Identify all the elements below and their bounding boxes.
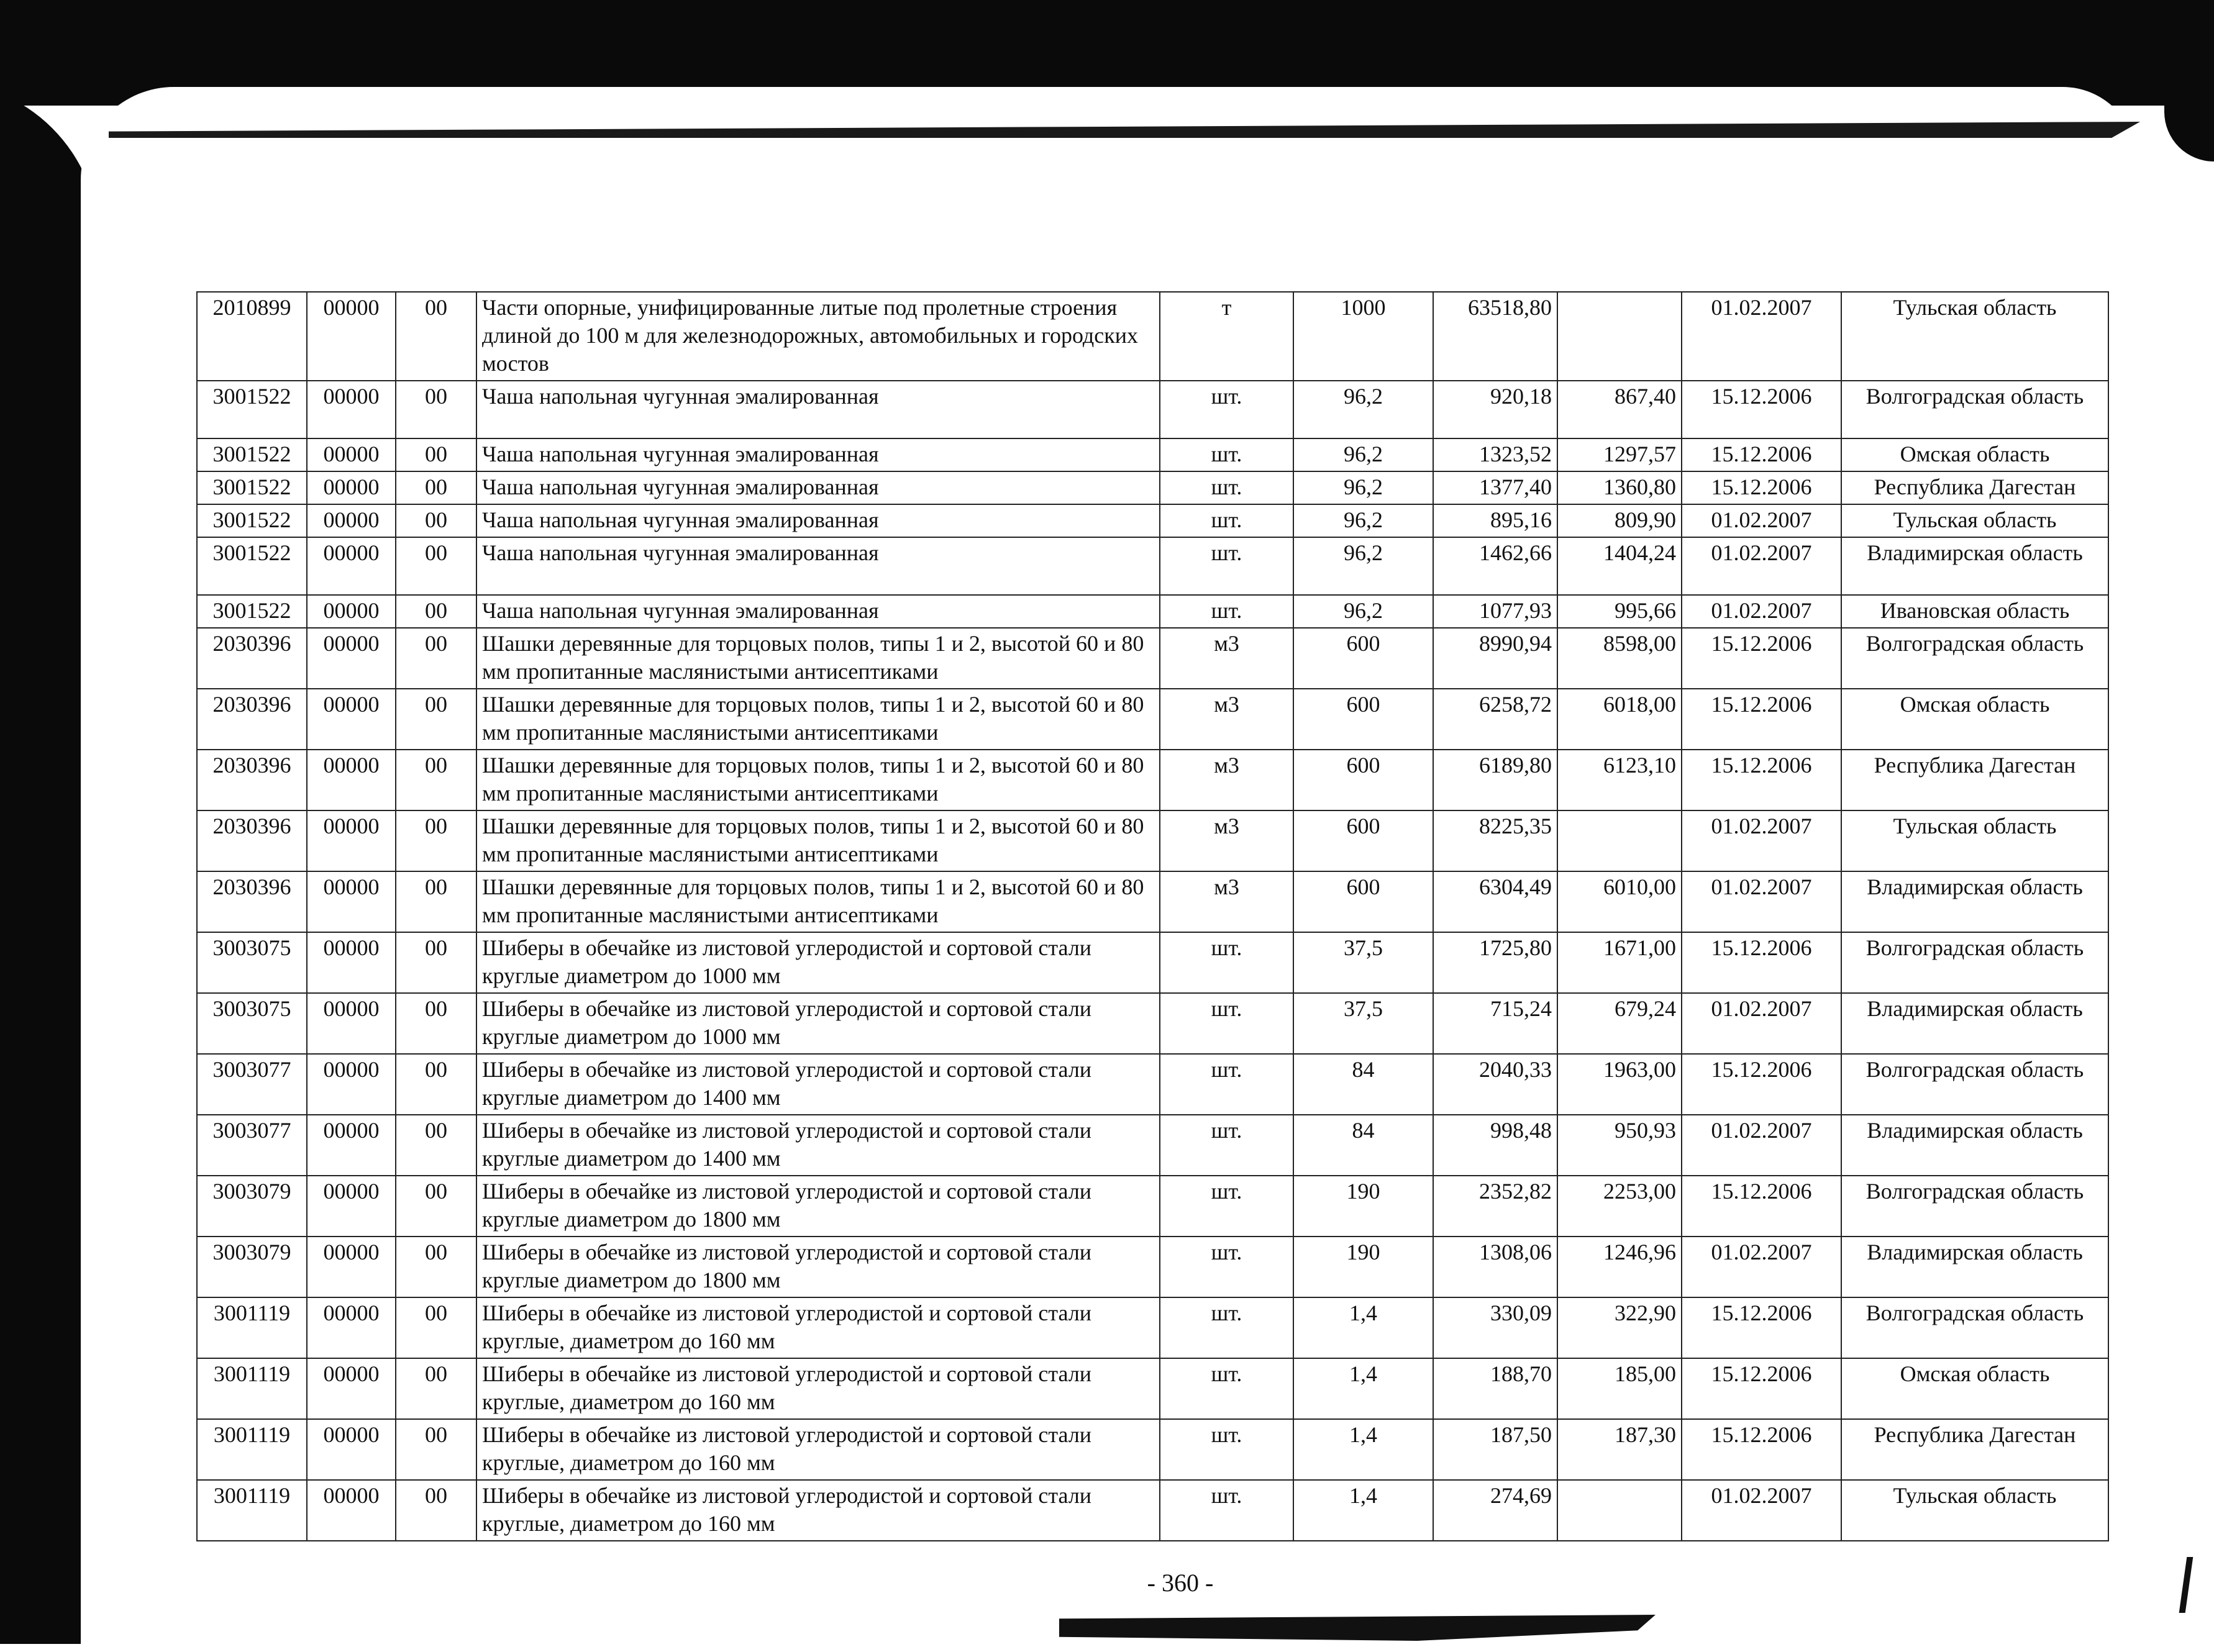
row-subcode: 00000 xyxy=(307,993,396,1054)
row-price-2: 322,90 xyxy=(1557,1297,1682,1358)
row-region: Тульская область xyxy=(1841,292,2108,381)
row-name: Шиберы в обечайке из листовой углеродистой и сортовой стали круглые, диаметром до 160 мм xyxy=(476,1297,1160,1358)
row-subcode: 00000 xyxy=(307,1480,396,1541)
row-region: Тульская область xyxy=(1841,504,2108,537)
row-price-2 xyxy=(1557,292,1682,381)
row-code: 2030396 xyxy=(197,689,307,750)
row-price-2: 995,66 xyxy=(1557,595,1682,628)
table-row xyxy=(197,1480,2108,1541)
row-code: 3001522 xyxy=(197,537,307,595)
row-name: Чаша напольная чугунная эмалированная xyxy=(476,537,1160,595)
row-price-2: 1360,80 xyxy=(1557,471,1682,504)
row-date: 01.02.2007 xyxy=(1682,595,1841,628)
row-price-2: 950,93 xyxy=(1557,1115,1682,1176)
row-quantity: 1000 xyxy=(1293,292,1433,381)
table-row xyxy=(197,1115,2108,1176)
row-price-2: 1246,96 xyxy=(1557,1237,1682,1297)
row-code: 2030396 xyxy=(197,750,307,810)
row-unit: м3 xyxy=(1160,871,1293,932)
row-code: 2030396 xyxy=(197,628,307,689)
row-name: Шиберы в обечайке из листовой углеродистой и сортовой стали круглые диаметром до 1000 мм xyxy=(476,932,1160,993)
row-date: 15.12.2006 xyxy=(1682,381,1841,438)
table-row xyxy=(197,595,2108,628)
row-code: 3001119 xyxy=(197,1419,307,1480)
row-kind: 00 xyxy=(396,810,476,871)
row-date: 15.12.2006 xyxy=(1682,628,1841,689)
row-price-1: 1308,06 xyxy=(1433,1237,1557,1297)
row-date: 01.02.2007 xyxy=(1682,993,1841,1054)
table-row xyxy=(197,504,2108,537)
row-unit: м3 xyxy=(1160,810,1293,871)
row-subcode: 00000 xyxy=(307,1054,396,1115)
row-subcode: 00000 xyxy=(307,438,396,471)
row-kind: 00 xyxy=(396,750,476,810)
row-code: 3001522 xyxy=(197,381,307,438)
row-region: Волгоградская область xyxy=(1841,628,2108,689)
table-row xyxy=(197,871,2108,932)
scan-dark-border-right xyxy=(2158,0,2214,1644)
row-kind: 00 xyxy=(396,689,476,750)
row-kind: 00 xyxy=(396,504,476,537)
row-unit: т xyxy=(1160,292,1293,381)
row-name: Шиберы в обечайке из листовой углеродистой и сортовой стали круглые, диаметром до 160 мм xyxy=(476,1480,1160,1541)
row-subcode: 00000 xyxy=(307,932,396,993)
row-name: Чаша напольная чугунная эмалированная xyxy=(476,471,1160,504)
row-price-1: 1077,93 xyxy=(1433,595,1557,628)
row-price-1: 8225,35 xyxy=(1433,810,1557,871)
row-unit: шт. xyxy=(1160,1176,1293,1237)
row-date: 01.02.2007 xyxy=(1682,504,1841,537)
row-unit: шт. xyxy=(1160,1358,1293,1419)
row-subcode: 00000 xyxy=(307,1419,396,1480)
row-kind: 00 xyxy=(396,471,476,504)
row-kind: 00 xyxy=(396,1358,476,1419)
row-quantity: 37,5 xyxy=(1293,932,1433,993)
row-date: 15.12.2006 xyxy=(1682,1358,1841,1419)
row-region: Ивановская область xyxy=(1841,595,2108,628)
row-price-1: 188,70 xyxy=(1433,1358,1557,1419)
row-unit: шт. xyxy=(1160,438,1293,471)
row-date: 01.02.2007 xyxy=(1682,292,1841,381)
row-unit: шт. xyxy=(1160,381,1293,438)
table-row xyxy=(197,1358,2108,1419)
row-kind: 00 xyxy=(396,1054,476,1115)
row-name: Шиберы в обечайке из листовой углеродистой и сортовой стали круглые, диаметром до 160 мм xyxy=(476,1358,1160,1419)
row-price-2: 6010,00 xyxy=(1557,871,1682,932)
table-row xyxy=(197,381,2108,438)
row-price-2: 867,40 xyxy=(1557,381,1682,438)
row-name: Шиберы в обечайке из листовой углеродистой и сортовой стали круглые диаметром до 1400 мм xyxy=(476,1115,1160,1176)
row-subcode: 00000 xyxy=(307,471,396,504)
row-quantity: 190 xyxy=(1293,1237,1433,1297)
row-quantity: 1,4 xyxy=(1293,1297,1433,1358)
row-price-1: 998,48 xyxy=(1433,1115,1557,1176)
row-price-2 xyxy=(1557,810,1682,871)
row-name: Шашки деревянные для торцовых полов, типы 1 и 2, высотой 60 и 80 мм пропитанные маслянистыми антисептиками xyxy=(476,689,1160,750)
row-unit: м3 xyxy=(1160,689,1293,750)
row-region: Омская область xyxy=(1841,438,2108,471)
table-row xyxy=(197,1419,2108,1480)
row-region: Владимирская область xyxy=(1841,537,2108,595)
row-subcode: 00000 xyxy=(307,1358,396,1419)
row-kind: 00 xyxy=(396,381,476,438)
row-code: 3001119 xyxy=(197,1480,307,1541)
row-price-2: 187,30 xyxy=(1557,1419,1682,1480)
row-unit: шт. xyxy=(1160,1115,1293,1176)
row-quantity: 96,2 xyxy=(1293,537,1433,595)
row-quantity: 84 xyxy=(1293,1054,1433,1115)
row-region: Волгоградская область xyxy=(1841,932,2108,993)
row-region: Тульская область xyxy=(1841,1480,2108,1541)
row-unit: шт. xyxy=(1160,1419,1293,1480)
row-quantity: 96,2 xyxy=(1293,438,1433,471)
row-price-2: 6018,00 xyxy=(1557,689,1682,750)
row-date: 01.02.2007 xyxy=(1682,537,1841,595)
row-date: 01.02.2007 xyxy=(1682,871,1841,932)
row-name: Шашки деревянные для торцовых полов, типы 1 и 2, высотой 60 и 80 мм пропитанные маслянистыми антисептиками xyxy=(476,810,1160,871)
row-code: 3001119 xyxy=(197,1358,307,1419)
row-subcode: 00000 xyxy=(307,1176,396,1237)
row-subcode: 00000 xyxy=(307,292,396,381)
row-price-2: 1963,00 xyxy=(1557,1054,1682,1115)
row-date: 15.12.2006 xyxy=(1682,471,1841,504)
row-price-2: 809,90 xyxy=(1557,504,1682,537)
row-unit: шт. xyxy=(1160,595,1293,628)
table-row xyxy=(197,1237,2108,1297)
row-quantity: 96,2 xyxy=(1293,504,1433,537)
row-unit: м3 xyxy=(1160,750,1293,810)
row-region: Омская область xyxy=(1841,1358,2108,1419)
row-price-2: 6123,10 xyxy=(1557,750,1682,810)
table-row xyxy=(197,1054,2108,1115)
row-price-1: 6189,80 xyxy=(1433,750,1557,810)
page-number: - 360 - xyxy=(1147,1569,1214,1597)
row-price-1: 187,50 xyxy=(1433,1419,1557,1480)
row-date: 01.02.2007 xyxy=(1682,1115,1841,1176)
row-price-2: 2253,00 xyxy=(1557,1176,1682,1237)
row-name: Чаша напольная чугунная эмалированная xyxy=(476,595,1160,628)
table-body xyxy=(197,292,2108,1541)
row-region: Республика Дагестан xyxy=(1841,1419,2108,1480)
row-region: Волгоградская область xyxy=(1841,381,2108,438)
row-kind: 00 xyxy=(396,1115,476,1176)
row-unit: шт. xyxy=(1160,504,1293,537)
row-name: Шиберы в обечайке из листовой углеродистой и сортовой стали круглые диаметром до 1400 мм xyxy=(476,1054,1160,1115)
row-price-1: 715,24 xyxy=(1433,993,1557,1054)
row-price-1: 895,16 xyxy=(1433,504,1557,537)
row-name: Шиберы в обечайке из листовой углеродистой и сортовой стали круглые диаметром до 1800 мм xyxy=(476,1237,1160,1297)
row-unit: шт. xyxy=(1160,1237,1293,1297)
row-name: Чаша напольная чугунная эмалированная xyxy=(476,438,1160,471)
row-date: 15.12.2006 xyxy=(1682,438,1841,471)
row-price-1: 1323,52 xyxy=(1433,438,1557,471)
table-row xyxy=(197,689,2108,750)
row-quantity: 600 xyxy=(1293,810,1433,871)
table-row xyxy=(197,1297,2108,1358)
table-row xyxy=(197,932,2108,993)
row-subcode: 00000 xyxy=(307,1297,396,1358)
row-date: 15.12.2006 xyxy=(1682,1297,1841,1358)
row-quantity: 1,4 xyxy=(1293,1419,1433,1480)
row-quantity: 37,5 xyxy=(1293,993,1433,1054)
row-date: 15.12.2006 xyxy=(1682,750,1841,810)
price-table xyxy=(196,291,2109,1541)
row-kind: 00 xyxy=(396,595,476,628)
row-price-2: 1404,24 xyxy=(1557,537,1682,595)
row-code: 3001522 xyxy=(197,595,307,628)
row-date: 15.12.2006 xyxy=(1682,932,1841,993)
row-unit: м3 xyxy=(1160,628,1293,689)
row-kind: 00 xyxy=(396,1419,476,1480)
table-row xyxy=(197,750,2108,810)
row-name: Части опорные, унифицированные литые под пролетные строения длиной до 100 м для железнодорожных, автомобильных и городских мостов xyxy=(476,292,1160,381)
row-kind: 00 xyxy=(396,1480,476,1541)
row-price-1: 63518,80 xyxy=(1433,292,1557,381)
row-code: 2030396 xyxy=(197,871,307,932)
row-region: Владимирская область xyxy=(1841,993,2108,1054)
row-kind: 00 xyxy=(396,871,476,932)
row-price-2 xyxy=(1557,1480,1682,1541)
row-date: 01.02.2007 xyxy=(1682,810,1841,871)
row-price-1: 6258,72 xyxy=(1433,689,1557,750)
row-price-2: 8598,00 xyxy=(1557,628,1682,689)
row-region: Омская область xyxy=(1841,689,2108,750)
row-price-2: 1297,57 xyxy=(1557,438,1682,471)
row-name: Шашки деревянные для торцовых полов, типы 1 и 2, высотой 60 и 80 мм пропитанные маслянистыми антисептиками xyxy=(476,871,1160,932)
row-kind: 00 xyxy=(396,1176,476,1237)
row-region: Волгоградская область xyxy=(1841,1054,2108,1115)
row-price-1: 330,09 xyxy=(1433,1297,1557,1358)
row-subcode: 00000 xyxy=(307,504,396,537)
row-name: Шашки деревянные для торцовых полов, типы 1 и 2, высотой 60 и 80 мм пропитанные маслянистыми антисептиками xyxy=(476,750,1160,810)
row-quantity: 600 xyxy=(1293,871,1433,932)
row-code: 3003079 xyxy=(197,1237,307,1297)
row-region: Владимирская область xyxy=(1841,871,2108,932)
row-price-1: 2040,33 xyxy=(1433,1054,1557,1115)
row-code: 2030396 xyxy=(197,810,307,871)
row-unit: шт. xyxy=(1160,537,1293,595)
row-code: 3001522 xyxy=(197,438,307,471)
table-row xyxy=(197,292,2108,381)
row-region: Волгоградская область xyxy=(1841,1297,2108,1358)
row-quantity: 96,2 xyxy=(1293,595,1433,628)
row-region: Республика Дагестан xyxy=(1841,471,2108,504)
row-code: 3001522 xyxy=(197,504,307,537)
row-quantity: 96,2 xyxy=(1293,381,1433,438)
table-row xyxy=(197,993,2108,1054)
row-quantity: 600 xyxy=(1293,689,1433,750)
row-kind: 00 xyxy=(396,628,476,689)
row-unit: шт. xyxy=(1160,1054,1293,1115)
row-code: 3003077 xyxy=(197,1054,307,1115)
row-date: 01.02.2007 xyxy=(1682,1480,1841,1541)
row-kind: 00 xyxy=(396,537,476,595)
row-code: 3001119 xyxy=(197,1297,307,1358)
row-price-1: 2352,82 xyxy=(1433,1176,1557,1237)
row-code: 3001522 xyxy=(197,471,307,504)
row-name: Шиберы в обечайке из листовой углеродистой и сортовой стали круглые, диаметром до 160 мм xyxy=(476,1419,1160,1480)
row-quantity: 96,2 xyxy=(1293,471,1433,504)
row-price-1: 1377,40 xyxy=(1433,471,1557,504)
row-unit: шт. xyxy=(1160,1480,1293,1541)
row-subcode: 00000 xyxy=(307,871,396,932)
row-subcode: 00000 xyxy=(307,689,396,750)
row-region: Тульская область xyxy=(1841,810,2108,871)
row-quantity: 1,4 xyxy=(1293,1480,1433,1541)
row-date: 15.12.2006 xyxy=(1682,1419,1841,1480)
table-row xyxy=(197,810,2108,871)
row-region: Волгоградская область xyxy=(1841,1176,2108,1237)
row-date: 15.12.2006 xyxy=(1682,1176,1841,1237)
row-code: 3003075 xyxy=(197,932,307,993)
row-kind: 00 xyxy=(396,1297,476,1358)
row-price-2: 679,24 xyxy=(1557,993,1682,1054)
row-price-1: 1462,66 xyxy=(1433,537,1557,595)
table-row xyxy=(197,628,2108,689)
row-subcode: 00000 xyxy=(307,1115,396,1176)
row-name: Чаша напольная чугунная эмалированная xyxy=(476,504,1160,537)
table-row xyxy=(197,471,2108,504)
row-subcode: 00000 xyxy=(307,595,396,628)
row-name: Шашки деревянные для торцовых полов, типы 1 и 2, высотой 60 и 80 мм пропитанные маслянистыми антисептиками xyxy=(476,628,1160,689)
row-code: 3003075 xyxy=(197,993,307,1054)
row-price-1: 274,69 xyxy=(1433,1480,1557,1541)
row-date: 01.02.2007 xyxy=(1682,1237,1841,1297)
row-price-1: 6304,49 xyxy=(1433,871,1557,932)
row-date: 15.12.2006 xyxy=(1682,689,1841,750)
row-price-1: 8990,94 xyxy=(1433,628,1557,689)
row-quantity: 1,4 xyxy=(1293,1358,1433,1419)
row-subcode: 00000 xyxy=(307,1237,396,1297)
row-code: 3003079 xyxy=(197,1176,307,1237)
row-quantity: 600 xyxy=(1293,628,1433,689)
row-subcode: 00000 xyxy=(307,750,396,810)
row-date: 15.12.2006 xyxy=(1682,1054,1841,1115)
row-subcode: 00000 xyxy=(307,628,396,689)
row-code: 3003077 xyxy=(197,1115,307,1176)
row-name: Шиберы в обечайке из листовой углеродистой и сортовой стали круглые диаметром до 1000 мм xyxy=(476,993,1160,1054)
row-subcode: 00000 xyxy=(307,810,396,871)
row-quantity: 190 xyxy=(1293,1176,1433,1237)
row-region: Республика Дагестан xyxy=(1841,750,2108,810)
row-unit: шт. xyxy=(1160,471,1293,504)
row-region: Владимирская область xyxy=(1841,1115,2108,1176)
row-price-2: 1671,00 xyxy=(1557,932,1682,993)
row-price-2: 185,00 xyxy=(1557,1358,1682,1419)
row-name: Шиберы в обечайке из листовой углеродистой и сортовой стали круглые диаметром до 1800 мм xyxy=(476,1176,1160,1237)
row-code: 2010899 xyxy=(197,292,307,381)
row-price-1: 920,18 xyxy=(1433,381,1557,438)
table-row xyxy=(197,1176,2108,1237)
row-quantity: 600 xyxy=(1293,750,1433,810)
row-kind: 00 xyxy=(396,1237,476,1297)
row-unit: шт. xyxy=(1160,932,1293,993)
row-kind: 00 xyxy=(396,993,476,1054)
row-name: Чаша напольная чугунная эмалированная xyxy=(476,381,1160,438)
row-unit: шт. xyxy=(1160,993,1293,1054)
row-quantity: 84 xyxy=(1293,1115,1433,1176)
row-subcode: 00000 xyxy=(307,381,396,438)
row-kind: 00 xyxy=(396,292,476,381)
row-price-1: 1725,80 xyxy=(1433,932,1557,993)
table-row xyxy=(197,438,2108,471)
row-unit: шт. xyxy=(1160,1297,1293,1358)
row-subcode: 00000 xyxy=(307,537,396,595)
table-row xyxy=(197,537,2108,595)
row-region: Владимирская область xyxy=(1841,1237,2108,1297)
row-kind: 00 xyxy=(396,932,476,993)
row-kind: 00 xyxy=(396,438,476,471)
